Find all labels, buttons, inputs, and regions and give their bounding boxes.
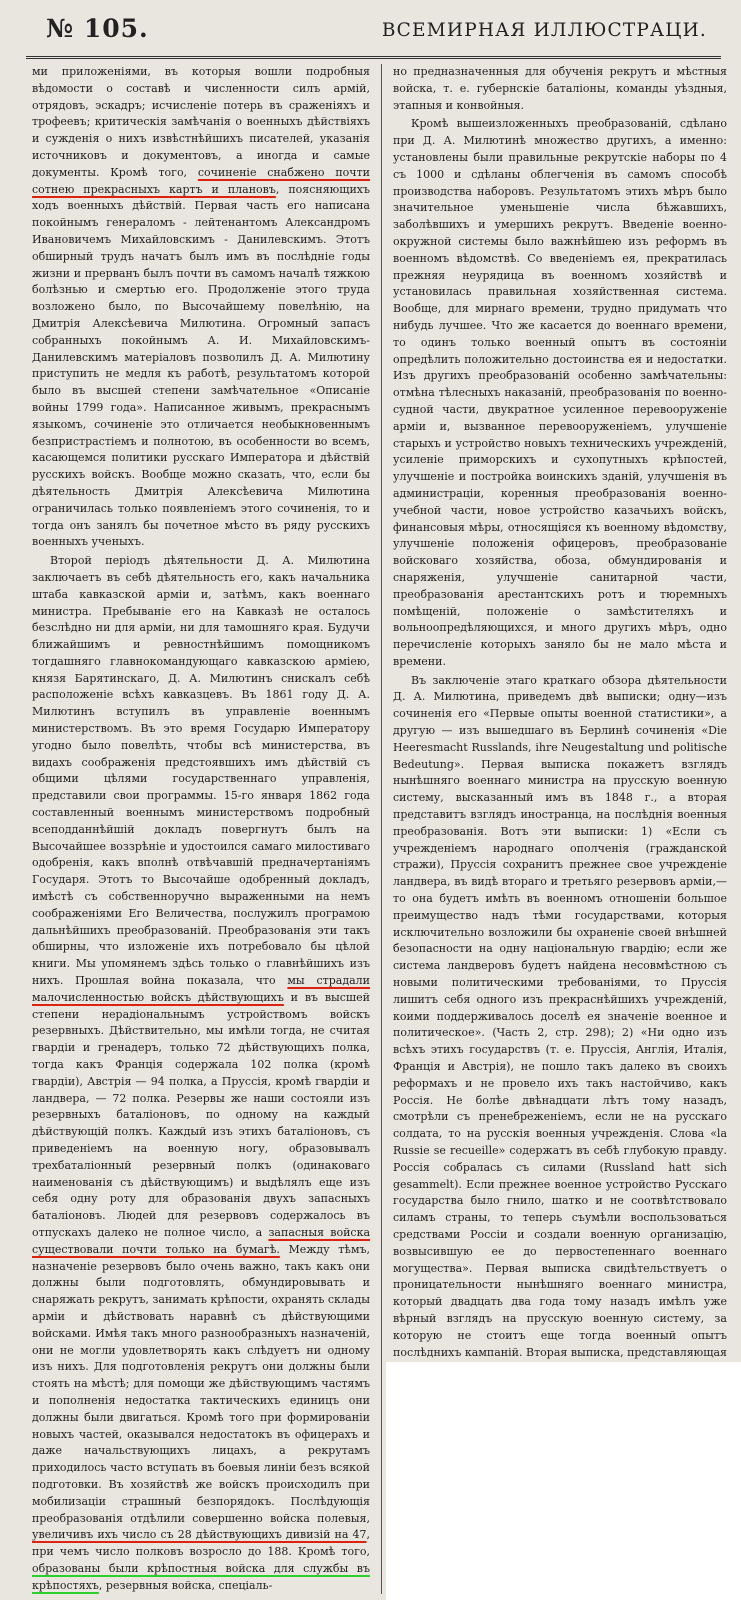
red-underlined-text: мы страдали малочисленностью войскъ дѣйствующихъ (32, 974, 370, 1004)
red-underlined-text: сочиненіе снабжено почти сотнею прекрасныхъ картъ и плановъ (32, 165, 370, 196)
paragraph: Кромѣ вышеизложенныхъ преобразованій, сдѣлано при Д. А. Милютинѣ множество другихъ, а именно: установлены были правильные рекрутскіе наборы по 4 съ 1000 и сдѣланы облегченія въ самомъ способѣ производства наборовъ. Результатомъ этихъ мѣръ было значительное уменьшеніе числа бѣжавшихъ, заболѣвшихъ и умершихъ рекрутъ. Введеніе военно-окружной системы было важнѣйшею изъ реформъ въ военномъ вѣдомствѣ. Со введеніемъ ея, прекратилась прежняя неурядица въ военномъ хозяйствѣ и установилась правильная хозяйственная система. Вообще, для мирнаго времени, трудно придумать что нибудь лучшее. Что же касается до военнаго времени, то одинъ только военный опытъ въ состояніи опредѣлить положительно достоинства ея и недостатки. Изъ другихъ преобразованій особенно замѣчательны: отмѣна тѣлесныхъ наказаній, преобразованія по военно-судной части, двукратное усиленное перевооруженіе арміи и, вызванное перевооруженіемъ, улучшеніе старыхъ и устройство новыхъ техническихъ учрежденій, усиленіе приморскихъ и сухопутныхъ крѣпостей, улучшеніе и постройка воинскихъ зданій, улучшенія въ администраціи, коренныя преобразованія военно-учебной части, новое устройство казачьихъ войскъ, финансовыя мѣры, относящіяся къ военному вѣдомству, улучшеніе положенія офицеровъ, преобразованіе войсковаго хозяйства, обоза, обмундированія и снаряженія, улучшеніе санитарной части, преобразованія арестантскихъ ротъ и тюремныхъ помѣщеній, положеніе о замѣстителяхъ и вольноопредѣляющихся, и много другихъ мѣръ, одно перечисленіе которыхъ заняло бы не мало мѣста и времени. (393, 117, 727, 668)
red-underlined-text: увеличивъ ихъ число съ 28 дѣйствующихъ дивизій на 47 (32, 1528, 367, 1542)
paragraph (32, 553, 370, 1594)
paragraph: но предназначенныя для обученія рекрутъ и мѣстныя войска, т. е. губернскіе баталіоны, команды уѣздныя, этапныя и конвойныя. (393, 65, 727, 112)
text-run: , поясняющихъ ходъ военныхъ дѣйствій. Первая часть его написана покойнымъ генераломъ - лейтенантомъ Александромъ Ивановичемъ Михайловскимъ - Данилевскимъ. Этотъ обширный трудъ начатъ былъ имъ въ послѣдніе годы жизни и прерванъ былъ почти въ самомъ началѣ тяжкою болѣзнью и смертью его. Продолженіе этого труда возложено было, по Высочайшему повелѣнію, на Дмитрія Алексѣевича Милютина. Огромный запасъ собранныхъ покойнымъ А. И. Михайловскимъ-Данилевскимъ матеріаловъ позволилъ Д. А. Милютину приступить не медля къ работѣ, результатомъ которой было въ высшей степени замѣчательное «Описаніе войны 1799 года». Написанное живымъ, прекраснымъ языкомъ, сочиненіе это отличается необыкновеннымъ безпристрастіемъ и полнотою, въ особенности во всемъ, касающемся политики русскаго Императора и дѣйствій русскихъ войскъ. Вообще можно сказать, что, если бы дѣятельность Дмитрія Алексѣевича Милютина ограничилась только появленіемъ этого сочиненія, то и тогда онъ занялъ бы почетное мѣсто въ ряду русскихъ военныхъ ученыхъ. (32, 182, 370, 549)
right-column (393, 64, 727, 1358)
paragraph: Въ заключеніе этаго краткаго обзора дѣятельности Д. А. Милютина, приведемъ двѣ выписки; одну—изъ сочиненія его «Первые опыты военной статистики», а другую — изъ вышедшаго въ Берлинѣ сочиненія «Die Heeresmacht Russlands, ihre Neugestaltung und politische Bedeutung». Первая выписка покажетъ взглядъ нынѣшняго военнаго министра на прусскую военную систему, высказанный имъ въ 1848 г., а вторая представитъ взглядъ иностранца, на послѣднія военныя преобразованія. Вотъ эти выписки: 1) «Если съ учрежденіемъ народнаго ополченія (гражданской стражи), Пруссія сохранитъ прежнее свое учрежденіе ландвера, въ видѣ втораго и третьяго резервовъ арміи,—то она будетъ имѣть въ военномъ отношеніи большое преимущество надъ тѣми государствами, которыя исключительно возложили бы охраненіе своей внѣшней безопасности на одну національную гвардію; если же система ландверовъ будетъ найдена несовмѣстною съ новыми политическими требованіями, то Пруссія лишитъ себя одного изъ прекраснѣйшихъ учрежденій, коими поддерживалось доселѣ ея значеніе военное и политическое». (Часть 2, стр. 298); 2) «Ни одно изъ всѣхъ этихъ государствъ (т. е. Пруссія, Англія, Италія, Франція и Австрія), не пошло такъ далеко въ своихъ реформахъ и не провело ихъ такъ настойчиво, какъ Россія. Не болѣе двѣнадцати лѣтъ тому назадъ, смотрѣли съ пренебреженіемъ, если не на русскаго солдата, то на русскія военныя учрежденія. Слова «la Russie se recueille» содержатъ въ себѣ глубокую правду. Россія собралась съ силами (Russland hatt sich gesammelt). Если прежнее военное устройство Русскаго государства было гнило, шатко и не соотвѣтствовало силамъ страны, то теперь съумѣли воспользоваться средствами Россіи и создали военную организацію, возвысившую ее до первостепеннаго военнаго могущества». Первая выписка свидѣтельствуетъ о проницательности нынѣшняго военнаго министра, который двадцать два года тому назадъ имѣлъ уже вѣрный взглядъ на прусскую военную систему, за которую не стоитъ еще тогда военный опытъ послѣднихъ кампаній. Вторая выписка, представляющая (393, 673, 727, 1359)
left-column (32, 64, 370, 1594)
text-run: и въ высшей степени нерадіональнымъ устройствомъ войскъ резервныхъ. Дѣйствительно, мы имѣли тогда, не считая гвардіи и гренадеръ, только 72 дѣйствующихъ полка, тогда какъ Франція содержала 102 полка (кромѣ гвардіи), Австрія — 94 полка, а Пруссія, кромѣ гвардіи и ландвера, — 72 полка. Резервы же наши состояли изъ резервныхъ баталіоновъ, по одному на каждый дѣйствующій полкъ. Каждый изъ этихъ баталіоновъ, съ приведеніемъ на военную ногу, образовывалъ трехбаталіонный резервный полкъ (одинаковаго наименованія съ дѣйствующимъ) и выдѣлялъ еще изъ себя одну роту для образованія двухъ запасныхъ баталіоновъ. Людей для резервовъ содержалось въ отпускахъ далеко не полное число, а (32, 990, 370, 1239)
magazine-title: ВСЕМИРНАЯ ИЛЛЮСТРАЦИ. (381, 20, 707, 41)
text-run: Между тѣмъ, назначеніе резервовъ было очень важно, такъ какъ они должны были подготовлять, обмундировывать и снаряжать рекрутъ, занимать крѣпости, охранять склады арміи и дѣйствовать наравнѣ съ дѣйствующими войсками. Имѣя такъ много разнообразныхъ назначеній, они не могли удовлетворять какъ слѣдуетъ ни одному изъ нихъ. Для подготовленія рекрутъ они должны были стоять на мѣстѣ; для помощи же дѣйствующимъ частямъ и пополненія недостатка тактическихъ единицъ они должны были двигаться. Кромѣ того при формированіи новыхъ частей, оказывался недостатокъ въ офицерахъ и даже начальствующихъ лицахъ, а рекрутамъ приходилось часто вступать въ боевыя линіи безъ всякой подготовки. Въ хозяйствѣ же войскъ происходилъ при мобилизаціи страшный безпорядокъ. Послѣдующія преобразованія отдѣлили совершенно войска полевыя, (32, 1242, 370, 1525)
red-underlined-text: запасныя войска существовали почти только на бумагѣ. (32, 1225, 370, 1256)
blank-region (386, 1362, 741, 1600)
text-run: , при чемъ число полковъ возросло до 188. Кромѣ того, (32, 1528, 370, 1559)
page-header (0, 0, 741, 58)
text-run: Второй періодъ дѣятельности Д. А. Милютина заключаетъ въ себѣ дѣятельность его, какъ начальника штаба кавказской арміи и, затѣмъ, какъ военнаго министра. Пребываніе его на Кавказѣ не осталось безслѣдно ни для арміи, ни для тамошняго края. Будучи ближайшимъ и ревностнѣйшимъ помощникомъ тогдашняго главнокомандующаго кавказскою арміею, князя Барятинскаго, Д. А. Милютинъ снискалъ себѣ расположеніе всѣхъ кавказцевъ. Въ 1861 году Д. А. Милютинъ вступилъ въ управленіе военнымъ министерствомъ. Въ это время Государю Императору угодно было повелѣть, чтобы всѣ министерства, въ видахъ соображенія предстоявшихъ имъ дѣйствій съ общими цѣлями государственнаго управленія, представили свои программы. 15-го января 1862 года составленный военнымъ министерствомъ подробный всеподданнѣйшій докладъ повергнутъ былъ на Высочайшее воззрѣніе и удостоился самаго милостиваго одобренія, какъ вполнѣ отвѣчавшій предначертаніямъ Государя. Этотъ то Высочайше одобренный докладъ, имѣстѣ съ собственноручно выраженными на немъ соображеніями Его Величества, послужилъ програмою дальнѣйшихъ преобразованій. Преобразованія эти такъ обширны, что изложеніе ихъ потребовало бы цѣлой книги. Мы упомянемъ здѣсь только о главнѣйшихъ изъ нихъ. Прошлая война показала, что (32, 554, 370, 988)
paragraph (32, 64, 370, 551)
issue-number: № 105. (46, 14, 149, 43)
header-rule (26, 56, 721, 59)
green-underlined-text: образованы были крѣпостныя войска для службы въ крѣпостяхъ (32, 1561, 370, 1592)
column-divider (381, 64, 382, 1594)
text-run: , резервныя войска, спеціаль- (98, 1578, 273, 1592)
text-run: ми приложеніями, въ которыя вошли подробныя вѣдомости о составѣ и численности силъ армій, отрядовъ, эскадръ; исчисленіе потерь въ сраженіяхъ и трофеевъ; критическія замѣчанія о военныхъ дѣйствіяхъ и сужденія о нихъ извѣстнѣйшихъ писателей, указанія источниковъ и документовъ, а иногда и самые документы. Кромѣ того, (32, 65, 370, 179)
